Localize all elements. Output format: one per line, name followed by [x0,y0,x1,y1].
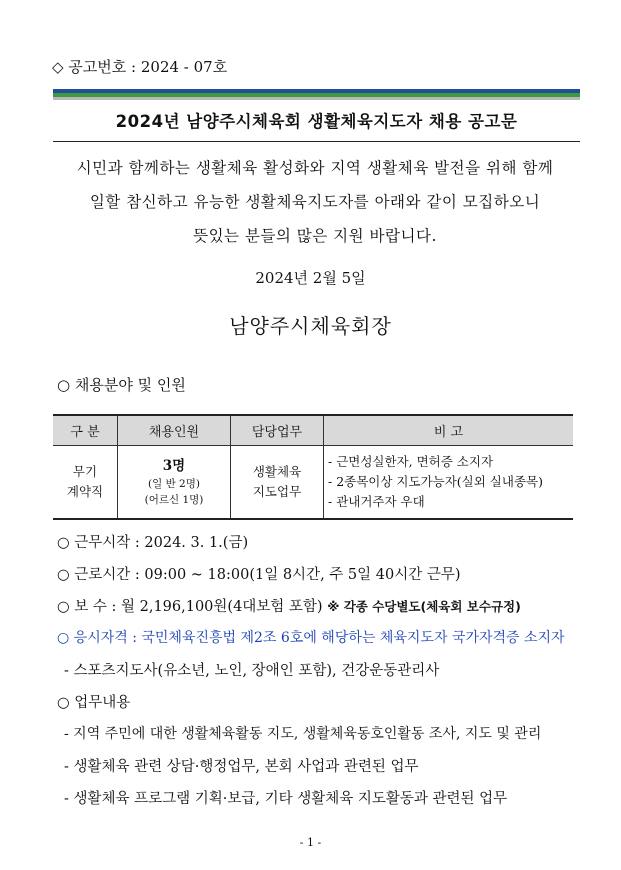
title-underline [53,141,580,142]
qualification-detail: - 스포츠지도사(유소년, 노인, 장애인 포함), 건강운동관리사 [64,663,440,679]
salary-note: ※ 각종 수당별도(체육회 보수규정) [327,599,521,614]
intro-line-3: 뜻있는 분들의 많은 지원 바랍니다. [193,227,437,245]
note-item: - 2종목이상 지도가능자(실외 실내종목) [328,474,543,489]
notice-number: ◇ 공고번호 : 2024 - 07호 [52,58,228,76]
count-senior: (어르신 1명) [144,494,204,506]
header-duty: 담당업무 [231,415,324,446]
note-item: - 근면성실한자, 면허증 소지자 [328,454,494,469]
announcement-date: 2024년 2월 5일 [255,269,366,287]
type-line-2: 계약직 [66,484,104,499]
cell-notes [324,446,574,520]
intro-line-1: 시민과 함께하는 생활체육 활성화와 지역 생활체육 발전을 위해 함께 [76,159,554,177]
duty-item: - 지역 주민에 대한 생활체육활동 지도, 생활체육동호인활동 조사, 지도 및 관리 [64,726,542,742]
work-hours: ○ 근로시간 : 09:00 ~ 18:00(1일 8시간, 주 5일 40시간 근무) [57,567,461,583]
section-recruit-heading: ○ 채용분야 및 인원 [57,376,186,394]
cell-duty [231,446,324,520]
intro-line-2: 일할 참신하고 유능한 생활체육지도자를 아래와 같이 모집하오니 [89,193,541,211]
header-type: 구 분 [53,415,118,446]
header-notes: 비 고 [324,415,574,446]
signer-title: 남양주시체육회장 [229,314,392,338]
table-header-row [53,415,573,446]
count-total: 3명 [162,458,186,474]
header-bar-gray [53,97,580,100]
recruit-table [53,414,573,520]
salary-line [57,595,521,616]
cell-count [118,446,231,520]
duty-line-1: 생활체육 [252,464,302,479]
duty-item: - 생활체육 관련 상담·행정업무, 본회 사업과 관련된 업무 [64,759,419,775]
document-title: 2024년 남양주시체육회 생활체육지도자 채용 공고문 [115,112,518,131]
table-row [53,446,573,520]
duty-line-2: 지도업무 [252,484,302,499]
note-item: - 관내거주자 우대 [328,494,425,509]
header-count: 채용인원 [118,415,231,446]
qualification: ○ 응시자격 : 국민체육진흥법 제2조 6호에 해당하는 체육지도자 국가자격증 소지자 [57,630,565,646]
type-line-1: 무기 [72,464,98,479]
work-start: ○ 근무시작 : 2024. 3. 1.(금) [57,535,249,551]
page-number: - 1 - [299,836,322,849]
salary: ○ 보 수 : 월 2,196,100원(4대보험 포함) [57,599,328,615]
duties-heading: ○ 업무내용 [57,695,131,711]
cell-type [53,446,118,520]
count-general: (일 반 2명) [148,478,200,490]
duty-item: - 생활체육 프로그램 기획·보급, 기타 생활체육 지도활동과 관련된 업무 [64,791,508,807]
